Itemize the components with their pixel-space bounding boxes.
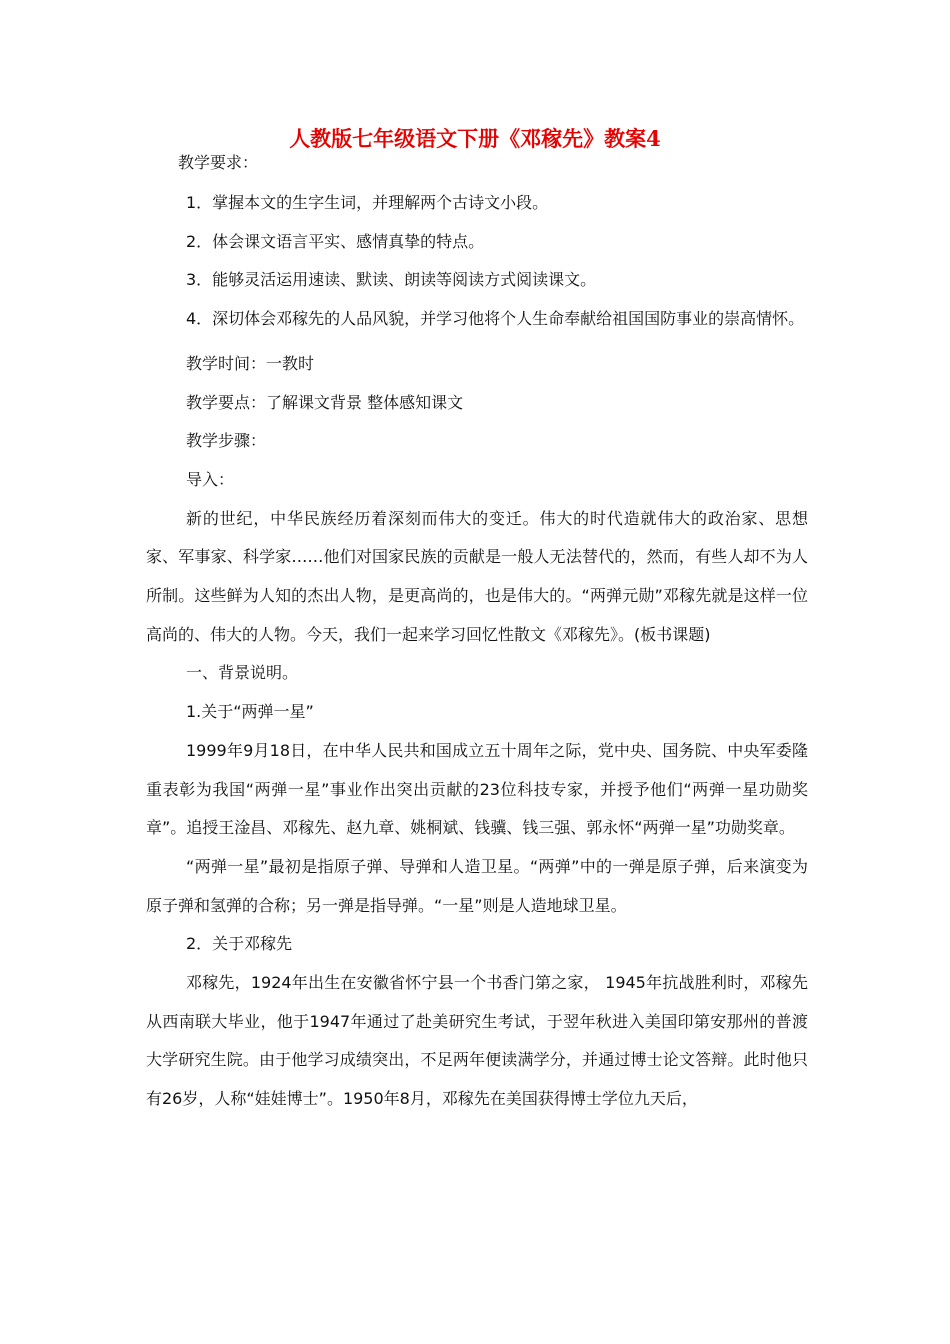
paragraph-definition: “两弹一星”最初是指原子弹、导弹和人造卫星。“两弹”中的一弹是原子弹，后来演变为原子弹和氢弹的合称；另一弹是指导弹。“一星”则是人造地球卫星。 [146, 856, 808, 915]
document-body [146, 148, 808, 1119]
paragraph-1999-awards: 1999年9月18日，在中华人民共和国成立五十周年之际，党中央、国务院、中央军委隆重表彰为我国“两弹一星”事业作出突出贡献的23位科技专家，并授予他们“两弹一星功勋奖章”。追授王淦昌、邓稼先、赵九章、姚桐斌、钱骥、钱三强、郭永怀“两弹一星”功勋奖章。 [146, 740, 808, 838]
paragraph-introduction: 导入： [186, 469, 235, 489]
paragraph-requirement-4: 4．深切体会邓稼先的人品风貌，并学习他将个人生命奉献给祖国国防事业的崇高情怀。 [186, 309, 805, 329]
paragraph-teaching-points: 教学要点：了解课文背景 整体感知课文 [186, 392, 464, 412]
heading-two-bombs-one-satellite: 1.关于“两弹一星” [186, 702, 314, 722]
document-title: 人教版七年级语文下册《邓稼先》教案4 [289, 126, 661, 151]
paragraph-teaching-requirements: 教学要求： [178, 153, 259, 172]
paragraph-deng-biography: 邓稼先，1924年出生在安徽省怀宁县一个书香门第之家， 1945年抗战胜利时，邓稼先从西南联大毕业，他于1947年通过了赴美研究生考试，于翌年秋进入美国印第安那州的普渡大学研究生院。由于他学习成绩突出，不足两年便读满学分，并通过博士论文答辩。此时他只有26岁，人称“娃娃博士”。1950年8月，邓稼先在美国获得博士学位九天后， [146, 973, 808, 1109]
paragraph-teaching-steps: 教学步骤： [186, 431, 267, 451]
paragraph-requirement-3: 3．能够灵活运用速读、默读、朗读等阅读方式阅读课文。 [186, 270, 597, 290]
heading-background: 一、背景说明。 [186, 663, 299, 683]
heading-about-deng: 2．关于邓稼先 [186, 934, 293, 954]
paragraph-introduction-body: 新的世纪，中华民族经历着深刻而伟大的变迁。伟大的时代造就伟大的政治家、思想家、军事家、科学家……他们对国家民族的贡献是一般人无法替代的，然而，有些人却不为人所制。这些鲜为人知的杰出人物，是更高尚的，也是伟大的。“两弹元勋”邓稼先就是这样一位高尚的、伟大的人物。今天，我们一起来学习回忆性散文《邓稼先》。(板书课题) [146, 508, 808, 644]
paragraph-requirement-2: 2．体会课文语言平实、感情真挚的特点。 [186, 231, 485, 251]
paragraph-requirement-1: 1．掌握本文的生字生词，并理解两个古诗文小段。 [186, 193, 549, 212]
paragraph-teaching-time: 教学时间：一教时 [186, 353, 315, 373]
